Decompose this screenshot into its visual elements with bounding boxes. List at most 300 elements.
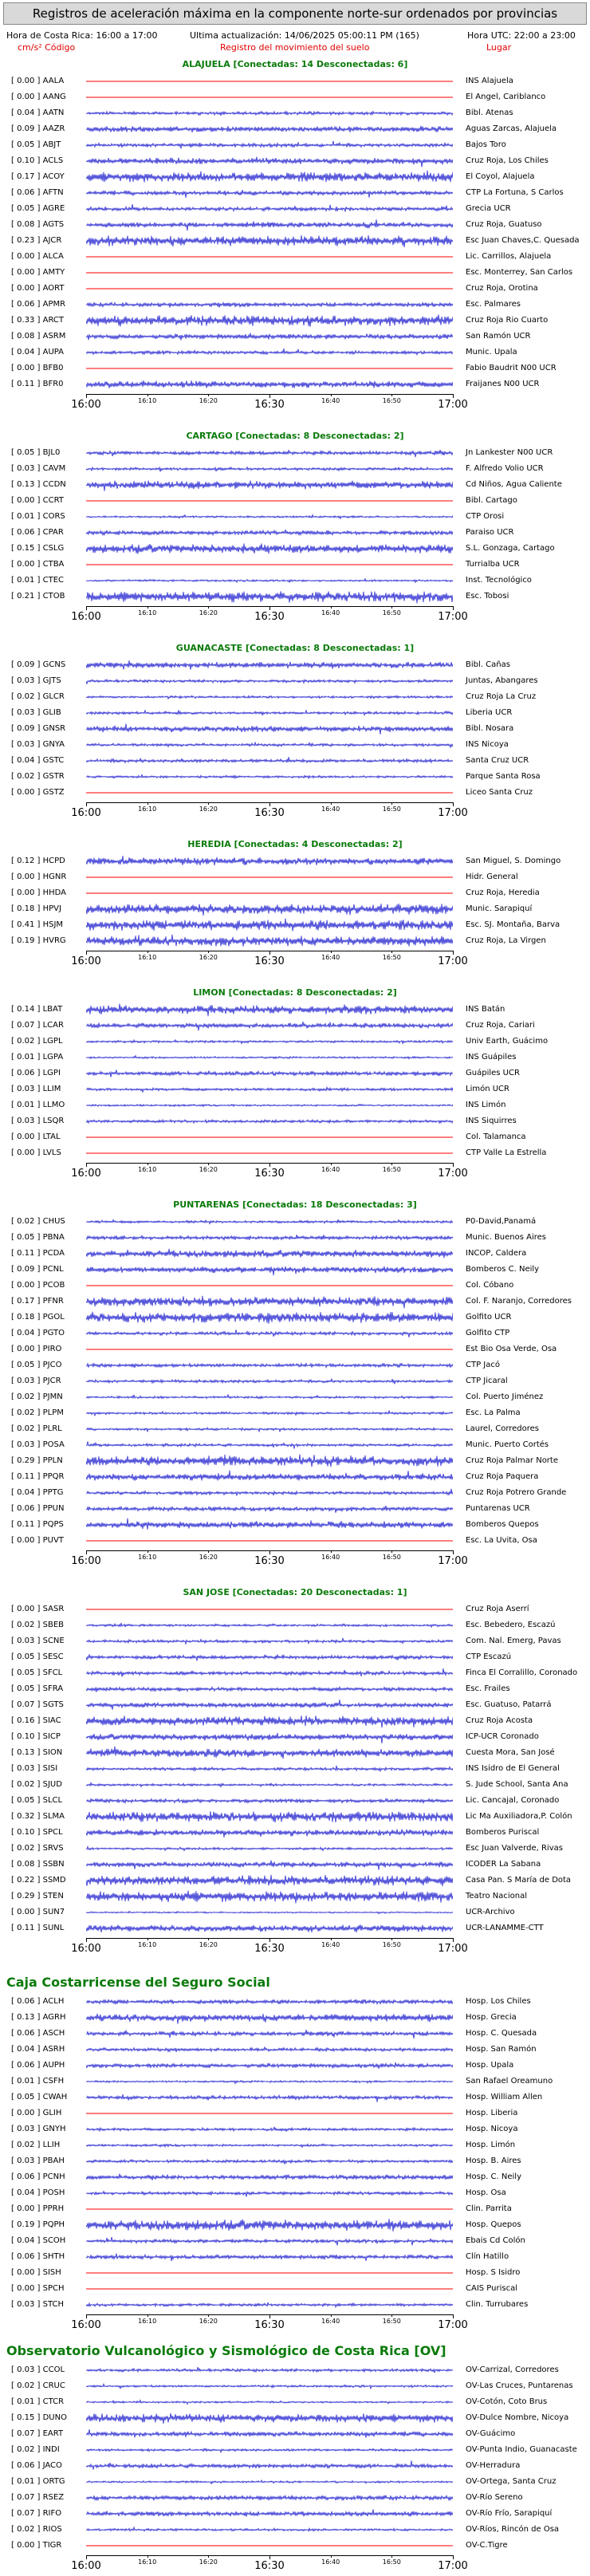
- waveform-trace: [86, 2379, 453, 2393]
- waveform-trace: [86, 1390, 453, 1404]
- station-row: [0, 769, 590, 785]
- station-row: [0, 217, 590, 233]
- waveform-trace: [86, 282, 453, 296]
- station-row: [0, 1920, 590, 1936]
- station-code: [ 0.05 ] PBNA: [11, 1233, 65, 1242]
- station-name: Col. Cóbano: [466, 1281, 514, 1290]
- station-code: [ 0.01 ] CTCR: [11, 2397, 65, 2406]
- waveform-trace: [86, 1698, 453, 1712]
- station-row: [0, 689, 590, 705]
- station-code: [ 0.11 ] PPQR: [11, 1472, 65, 1481]
- station-row: [0, 2538, 590, 2554]
- station-code: [ 0.01 ] LLMO: [11, 1101, 65, 1109]
- axis-tick-label: 16:30: [254, 1168, 285, 1180]
- station-code: [ 0.02 ] SRVS: [11, 1844, 64, 1853]
- station-code: [ 0.32 ] SLMA: [11, 1812, 65, 1821]
- station-code: [ 0.05 ] SLCL: [11, 1796, 63, 1805]
- waveform-trace: [86, 2507, 453, 2521]
- waveform-trace: [86, 1810, 453, 1824]
- station-name: El Angel, Cariblanco: [466, 93, 546, 101]
- station-code: [ 0.02 ] PJMN: [11, 1392, 63, 1401]
- axis-tick-label: 16:30: [254, 807, 285, 819]
- waveform-trace: [86, 2090, 453, 2105]
- station-code: [ 0.15 ] DUNO: [11, 2413, 67, 2422]
- station-code: [ 0.00 ] SISH: [11, 2268, 61, 2277]
- last-update: Ultima actualización: 14/06/2025 05:00:11 PM (165): [190, 30, 419, 41]
- station-name: OV-Carrizal, Corredores: [466, 2365, 559, 2374]
- waveform-trace: [86, 1231, 453, 1245]
- waveform-trace: [86, 1778, 453, 1792]
- axis-tick: [391, 394, 392, 396]
- station-row: [0, 185, 590, 201]
- station-name: Cruz Roja Rio Cuarto: [466, 316, 549, 325]
- station-row: [0, 1034, 590, 1050]
- province-heading: GUANACASTE [Conectadas: 8 Desconectadas: 1]: [175, 643, 415, 653]
- station-row: [0, 2010, 590, 2026]
- axis-tick: [391, 606, 392, 609]
- station-name: Cruz Roja Potrero Grande: [466, 1488, 567, 1497]
- waveform-trace: [86, 542, 453, 556]
- waveform-trace: [86, 202, 453, 216]
- station-row: [0, 2410, 590, 2426]
- station-row: [0, 153, 590, 169]
- waveform-trace: [86, 1114, 453, 1128]
- axis-tick-label: 16:30: [254, 399, 285, 411]
- station-row: [0, 1857, 590, 1873]
- waveform-trace: [86, 1618, 453, 1633]
- axis-tick-label: 16:00: [71, 807, 101, 819]
- station-row: [0, 1633, 590, 1649]
- waveform-trace: [86, 329, 453, 344]
- waveform-trace: [86, 2539, 453, 2553]
- station-row: [0, 917, 590, 933]
- station-code: [ 0.06 ] PPUN: [11, 1504, 65, 1513]
- station-code: [ 0.07 ] EART: [11, 2429, 64, 2438]
- station-code: [ 0.03 ] CCOL: [11, 2365, 65, 2374]
- axis-tick: [453, 802, 454, 806]
- waveform-trace: [86, 2058, 453, 2073]
- waveform-trace: [86, 1857, 453, 1872]
- axis-tick-label: 16:50: [382, 397, 401, 404]
- station-row: [0, 2153, 590, 2169]
- unit-code-header: cm/s² Código: [18, 42, 76, 53]
- waveform-trace: [86, 2411, 453, 2425]
- waveform-trace: [86, 218, 453, 232]
- station-code: [ 0.11 ] SUNL: [11, 1924, 65, 1932]
- waveform-trace: [86, 494, 453, 508]
- waveform-trace: [86, 2298, 453, 2312]
- waveform-trace: [86, 2074, 453, 2089]
- station-name: Hosp. William Allen: [466, 2093, 543, 2101]
- station-code: [ 0.02 ] INDI: [11, 2445, 60, 2454]
- time-axis: [71, 606, 468, 627]
- station-row: [0, 249, 590, 265]
- station-name: CTP Valle La Estrella: [466, 1148, 547, 1157]
- station-code: [ 0.02 ] SJUD: [11, 1780, 62, 1789]
- station-row: [0, 2442, 590, 2458]
- station-code: [ 0.06 ] CPAR: [11, 528, 64, 537]
- axis-tick-label: 17:00: [438, 611, 468, 623]
- station-row: [0, 557, 590, 573]
- station-name: Santa Cruz UCR: [466, 756, 529, 765]
- station-name: F. Alfredo Volio UCR: [466, 464, 544, 473]
- station-name: Bibl. Cañas: [466, 660, 510, 669]
- station-row: [0, 105, 590, 121]
- waveform-trace: [86, 266, 453, 280]
- waveform-trace: [86, 154, 453, 168]
- waveform-trace: [86, 478, 453, 492]
- station-row: [0, 73, 590, 89]
- station-code: [ 0.21 ] CTOB: [11, 592, 65, 601]
- station-row: [0, 901, 590, 917]
- station-code: [ 0.02 ] PLRL: [11, 1424, 62, 1433]
- station-name: CTP Escazú: [466, 1652, 512, 1661]
- station-name: INS Guápiles: [466, 1053, 517, 1062]
- station-name: Esc. Frailes: [466, 1684, 510, 1693]
- station-name: El Coyol, Alajuela: [466, 172, 535, 181]
- province-heading: CARTAGO [Conectadas: 8 Desconectadas: 2]: [186, 431, 404, 441]
- station-name: San Rafael Oreamuno: [466, 2077, 553, 2086]
- axis-tick-label: 16:30: [254, 611, 285, 623]
- station-name: ICODER La Sabana: [466, 1860, 541, 1869]
- waveform-trace: [86, 1018, 453, 1033]
- axis-tick-label: 16:50: [382, 1554, 401, 1561]
- station-name: INS Nicoya: [466, 740, 509, 749]
- waveform-trace: [86, 345, 453, 360]
- waveform-trace: [86, 1518, 453, 1532]
- axis-tick: [208, 1938, 209, 1940]
- station-row: [0, 2394, 590, 2410]
- station-row: [0, 1262, 590, 1278]
- station-row: [0, 1145, 590, 1161]
- station-code: [ 0.11 ] PCDA: [11, 1249, 65, 1258]
- station-row: [0, 376, 590, 392]
- axis-tick-label: 16:00: [71, 955, 101, 967]
- station-name: Cd Niños, Agua Caliente: [466, 480, 562, 489]
- axis-tick: [269, 394, 270, 398]
- station-row: [0, 89, 590, 105]
- station-code: [ 0.23 ] AJCR: [11, 236, 62, 245]
- waveform-trace: [86, 377, 453, 392]
- station-code: [ 0.06 ] ACLH: [11, 1997, 65, 2006]
- province-heading: PUNTARENAS [Conectadas: 18 Desconectadas: 3]: [173, 1199, 417, 1210]
- station-code: [ 0.41 ] HSJM: [11, 920, 64, 929]
- station-code: [ 0.05 ] AGRE: [11, 204, 65, 213]
- station-name: INS Siquirres: [466, 1117, 517, 1125]
- station-row: [0, 2233, 590, 2249]
- station-row: [0, 1050, 590, 1065]
- station-name: Hosp. San Ramón: [466, 2045, 537, 2054]
- station-name: Hosp. B. Aires: [466, 2157, 521, 2165]
- station-name: ICP-UCR Coronado: [466, 1732, 539, 1741]
- waveform-trace: [86, 2138, 453, 2153]
- station-name: Grecia UCR: [466, 204, 511, 213]
- waveform-trace: [86, 2106, 453, 2121]
- station-code: [ 0.04 ] AATN: [11, 108, 65, 117]
- station-code: [ 0.05 ] SESC: [11, 1652, 64, 1661]
- station-name: Univ Earth, Guácimo: [466, 1037, 549, 1046]
- station-code: [ 0.04 ] PPTG: [11, 1488, 64, 1497]
- station-name: INCOP, Caldera: [466, 1249, 527, 1258]
- axis-tick-label: 16:40: [321, 609, 340, 616]
- axis-tick: [453, 2314, 454, 2318]
- axis-tick-label: 16:20: [199, 2558, 218, 2566]
- station-name: Turrialba UCR: [466, 560, 520, 569]
- axis-tick-label: 16:10: [138, 2558, 157, 2566]
- waveform-trace: [86, 170, 453, 184]
- station-code: [ 0.33 ] ARCT: [11, 316, 64, 325]
- station-row: [0, 509, 590, 525]
- station-name: Esc. SJ. Montaña, Barva: [466, 920, 560, 929]
- axis-tick-label: 17:00: [438, 2560, 468, 2572]
- waveform-trace: [86, 589, 453, 604]
- station-code: [ 0.13 ] SION: [11, 1748, 63, 1757]
- station-row: [0, 2249, 590, 2265]
- station-code: [ 0.07 ] RIFO: [11, 2509, 62, 2518]
- axis-tick: [331, 394, 332, 396]
- waveform-trace: [86, 1326, 453, 1341]
- station-row: [0, 1873, 590, 1889]
- axis-tick: [453, 1550, 454, 1554]
- axis-tick-label: 16:20: [199, 2318, 218, 2325]
- waveform-trace: [86, 1438, 453, 1452]
- station-name: Cuesta Mora, San José: [466, 1748, 555, 1757]
- axis-tick-label: 16:40: [321, 1166, 340, 1173]
- waveform-trace: [86, 1050, 453, 1065]
- station-row: [0, 785, 590, 801]
- station-code: [ 0.00 ] TIGR: [11, 2541, 62, 2550]
- waveform-trace: [86, 902, 453, 916]
- station-row: [0, 1729, 590, 1745]
- station-name: Col. Puerto Jiménez: [466, 1392, 544, 1401]
- axis-tick-label: 16:10: [138, 397, 157, 404]
- station-name: Bomberos C. Neily: [466, 1265, 540, 1274]
- station-row: [0, 1681, 590, 1697]
- time-axis: [71, 951, 468, 971]
- waveform-trace: [86, 90, 453, 104]
- axis-tick-label: 16:40: [321, 2558, 340, 2566]
- station-code: [ 0.09 ] AAZR: [11, 124, 65, 133]
- axis-tick-label: 16:30: [254, 1943, 285, 1955]
- waveform-trace: [86, 722, 453, 736]
- station-row: [0, 1904, 590, 1920]
- axis-tick: [269, 1550, 270, 1554]
- station-name: Jn Lankester N00 UCR: [466, 448, 553, 457]
- station-code: [ 0.02 ] LGPL: [11, 1037, 63, 1046]
- station-name: Esc. Palmares: [466, 300, 521, 309]
- local-time-range: Hora de Costa Rica: 16:00 a 17:00: [6, 30, 158, 41]
- station-row: [0, 1825, 590, 1841]
- waveform-trace: [86, 361, 453, 376]
- axis-tick-label: 16:30: [254, 1555, 285, 1567]
- station-code: [ 0.03 ] GNYA: [11, 740, 65, 749]
- axis-tick: [269, 606, 270, 610]
- place-header: Lugar: [486, 42, 512, 53]
- waveform-trace: [86, 462, 453, 476]
- axis-tick-label: 17:00: [438, 807, 468, 819]
- station-code: [ 0.02 ] SBEB: [11, 1621, 64, 1629]
- axis-tick-label: 16:40: [321, 397, 340, 404]
- station-name: Esc Juan Valverde, Rivas: [466, 1844, 563, 1853]
- station-row: [0, 477, 590, 493]
- axis-tick-label: 17:00: [438, 399, 468, 411]
- station-row: [0, 461, 590, 477]
- station-row: [0, 2074, 590, 2090]
- station-code: [ 0.05 ] BJL0: [11, 448, 61, 457]
- time-axis: [71, 802, 468, 823]
- station-code: [ 0.29 ] STEN: [11, 1892, 64, 1900]
- station-name: Bibl. Nosara: [466, 724, 514, 733]
- station-name: S.L. Gonzaga, Cartago: [466, 544, 555, 553]
- station-name: Cruz Roja, Los Chiles: [466, 156, 549, 165]
- axis-tick-label: 16:20: [199, 805, 218, 813]
- waveform-trace: [86, 1714, 453, 1728]
- waveform-trace: [86, 557, 453, 572]
- waveform-trace: [86, 1215, 453, 1229]
- station-row: [0, 1485, 590, 1501]
- waveform-trace: [86, 1794, 453, 1808]
- waveform-trace: [86, 1921, 453, 1936]
- station-name: Hosp. Los Chiles: [466, 1997, 531, 2006]
- time-axis: [71, 2555, 468, 2576]
- station-name: Com. Nal. Emerg, Pavas: [466, 1637, 561, 1645]
- station-row: [0, 2265, 590, 2281]
- axis-tick: [208, 2314, 209, 2317]
- waveform-trace: [86, 186, 453, 200]
- station-name: Bajos Toro: [466, 140, 506, 149]
- waveform-trace: [86, 234, 453, 248]
- station-name: Lic. Carrillos, Alajuela: [466, 252, 552, 261]
- axis-tick: [86, 2314, 87, 2318]
- station-name: Hosp. Quepos: [466, 2220, 521, 2229]
- station-row: [0, 1278, 590, 1294]
- waveform-trace: [86, 1841, 453, 1856]
- axis-tick-label: 16:10: [138, 805, 157, 813]
- station-name: Clin. Turrubares: [466, 2300, 529, 2309]
- station-name: Golfito CTP: [466, 1329, 510, 1337]
- station-row: [0, 1097, 590, 1113]
- axis-tick: [453, 1938, 454, 1942]
- axis-tick: [86, 1163, 87, 1167]
- station-row: [0, 2474, 590, 2490]
- axis-tick: [208, 802, 209, 805]
- station-code: [ 0.06 ] ASCH: [11, 2029, 65, 2038]
- station-name: OV-Punta Indio, Guanacaste: [466, 2445, 577, 2454]
- station-row: [0, 1065, 590, 1081]
- station-row: [0, 1761, 590, 1777]
- station-name: Cruz Roja, Orotina: [466, 284, 538, 293]
- station-name: Cruz Roja Acosta: [466, 1716, 533, 1725]
- station-name: Hosp. C. Quesada: [466, 2029, 537, 2038]
- waveform-trace: [86, 2234, 453, 2248]
- station-row: [0, 1421, 590, 1437]
- axis-tick-label: 16:50: [382, 609, 401, 616]
- axis-tick-label: 16:00: [71, 399, 101, 411]
- station-row: [0, 2185, 590, 2201]
- station-name: OV-Río Sereno: [466, 2493, 523, 2502]
- axis-tick: [391, 802, 392, 805]
- station-row: [0, 885, 590, 901]
- axis-tick-label: 16:10: [138, 1941, 157, 1948]
- station-code: [ 0.03 ] SISI: [11, 1764, 58, 1773]
- station-code: [ 0.13 ] AGRH: [11, 2013, 66, 2022]
- axis-tick: [269, 1938, 270, 1942]
- station-code: [ 0.00 ] HGNR: [11, 872, 67, 881]
- station-code: [ 0.16 ] SIAC: [11, 1716, 61, 1725]
- station-code: [ 0.07 ] LCAR: [11, 1021, 64, 1030]
- station-row: [0, 1601, 590, 1617]
- station-code: [ 0.02 ] CHUS: [11, 1217, 65, 1226]
- station-row: [0, 445, 590, 461]
- axis-tick: [269, 802, 270, 806]
- station-name: Cruz Roja, Cariari: [466, 1021, 535, 1030]
- waveform-trace: [86, 770, 453, 784]
- station-row: [0, 2026, 590, 2042]
- waveform-trace: [86, 1634, 453, 1648]
- waveform-trace: [86, 1889, 453, 1904]
- waveform-trace: [86, 886, 453, 900]
- station-name: Inst. Tecnológico: [466, 576, 532, 585]
- waveform-trace: [86, 1905, 453, 1920]
- station-code: [ 0.00 ] CCRT: [11, 496, 64, 505]
- axis-tick-label: 16:40: [321, 1554, 340, 1561]
- station-name: Hosp. Nicoya: [466, 2125, 518, 2133]
- axis-tick-label: 16:50: [382, 2318, 401, 2325]
- station-row: [0, 1214, 590, 1230]
- station-row: [0, 1081, 590, 1097]
- waveform-trace: [86, 2395, 453, 2409]
- waveform-trace: [86, 1602, 453, 1617]
- station-name: Parque Santa Rosa: [466, 772, 541, 781]
- waveform-trace: [86, 674, 453, 688]
- station-row: [0, 360, 590, 376]
- axis-tick-label: 16:40: [321, 805, 340, 813]
- station-name: San Miguel, S. Domingo: [466, 857, 561, 865]
- waveform-trace: [86, 2186, 453, 2200]
- waveform-trace: [86, 1066, 453, 1081]
- axis-tick-label: 16:10: [138, 954, 157, 961]
- axis-tick-label: 16:00: [71, 611, 101, 623]
- station-row: [0, 201, 590, 217]
- waveform-trace: [86, 1486, 453, 1500]
- axis-tick-label: 16:00: [71, 1943, 101, 1955]
- waveform-trace: [86, 2218, 453, 2232]
- station-row: [0, 1405, 590, 1421]
- axis-tick-label: 16:20: [199, 397, 218, 404]
- waveform-trace: [86, 1873, 453, 1888]
- station-code: [ 0.00 ] PCOB: [11, 1281, 65, 1290]
- station-name: Esc. La Palma: [466, 1408, 521, 1417]
- axis-tick: [208, 1163, 209, 1165]
- time-axis: [71, 394, 468, 415]
- station-row: [0, 121, 590, 137]
- waveform-trace: [86, 1247, 453, 1261]
- waveform-trace: [86, 2011, 453, 2025]
- axis-tick: [331, 951, 332, 953]
- station-name: CTP La Fortuna, S Carlos: [466, 188, 564, 197]
- station-code: [ 0.01 ] CSFH: [11, 2077, 65, 2086]
- axis-tick-label: 16:00: [71, 2319, 101, 2331]
- station-name: Cruz Roja Paquera: [466, 1472, 539, 1481]
- waveform-trace: [86, 2027, 453, 2041]
- waveform-trace: [86, 1358, 453, 1373]
- station-code: [ 0.18 ] HPVJ: [11, 904, 61, 913]
- station-name: Guápiles UCR: [466, 1069, 520, 1077]
- axis-tick: [453, 394, 454, 398]
- station-row: [0, 1310, 590, 1325]
- axis-tick: [453, 606, 454, 610]
- station-code: [ 0.00 ] LVLS: [11, 1148, 61, 1157]
